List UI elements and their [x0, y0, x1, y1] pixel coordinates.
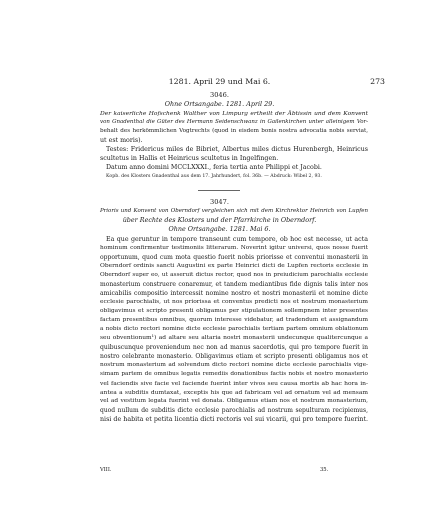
text-line: quod nullum de subditis dicte ecclesie parochialis ad nostrum sepulturam recipiemus,: [100, 407, 368, 414]
regest-title-line: über Rechte des Klosters und der Pfarrkirche in Oberndorf.: [122, 216, 317, 224]
document-number: 3047.: [210, 198, 229, 206]
running-header: 1281. April 29 und Mai 6.: [168, 77, 271, 86]
text-line: vel ad vestitum legata fuerint vel donata. Obligamus etiam nos et nostrum monasterium,: [100, 398, 368, 404]
regest-line: Der kaiserliche Hofschenk Walther von Limpurg ertheilt der Äbtissin und dem Konvent: [100, 110, 368, 117]
witness-line: scultetus in Hallis et Heinricus scultetus in Ingelfingen.: [100, 155, 279, 162]
divider: [198, 190, 240, 191]
text-line: Ea que geruntur in tempore transeunt cum tempore, ob hoc est necesse, ut acta: [106, 236, 368, 243]
text-line: hominum confirmentur testimoniis litterarum. Noverint igitur universi, quos nosse fuerit: [100, 245, 368, 251]
witness-line: Testes: Fridericus miles de Bibriet, Albertus miles dictus Hurenbergh, Heinricus: [106, 146, 368, 153]
text-line: vel faciendis sive facie vel faciende fuerint inter vivos seu causa mortis ab hac hora in-: [100, 380, 368, 387]
signature-mark: VIII.: [100, 467, 112, 473]
text-line: amicabilis compositio intercessit nomine nostro et nostri monasterii et nomine dicte: [100, 290, 368, 297]
text-line: opportunum, quod cum mota questio fuerit nobis priorisse et conventui monasterii in: [100, 254, 368, 261]
text-line: monasterium construere conaremur, et tandem mediantibus fide dignis talis inter nos: [100, 281, 368, 288]
regest-line: von Gnadenthal die Güter des Hermann Seidenschwanz in Gailenkirchen unter alleinigem Vor-: [100, 119, 368, 125]
text-line: obligavimus et scripto presenti obligamus per stipulationem sollempnem inter presentes: [100, 308, 368, 314]
text-line: factam presentibus omnibus, quorum interesse videbatur, ad tradendum et assignandum: [100, 317, 368, 323]
text-line: seu obventionum¹) ad altare seu altaria nostri monasterii undecunque qualitercunque a: [100, 335, 368, 341]
text-line: quibuscunque proveniendum nec non ad manus sacerdotis, qui pro tempore fuerit in: [100, 344, 368, 351]
regest-line: ut est moris).: [100, 137, 143, 144]
regest-line: behalt des herkömmlichen Vogtrechts (quod in eisdem bonis nostra advocatia nobis serviat,: [100, 128, 368, 134]
text-line: nostro celebrante monasterio. Obligavimus etiam et scripto presenti obligamus nos et: [100, 353, 368, 360]
text-line: ecclesie parochialis, ut nos priorissa et conventus predicti nos et nostrum monasterium: [100, 299, 368, 305]
page-number: 273: [370, 77, 385, 86]
document-date-line: Ohne Ortsangabe. 1281. April 29.: [164, 100, 275, 108]
regest-title-line: Prioris und Konvent von Oberndorf vergleichen sich mit dem Kirchrektor Heinrich von Lupfen: [100, 208, 368, 214]
text-line: antea a subditis dumtaxat, exceptis his que ad fabricam vel ad ornatum vel ad mensam: [100, 389, 368, 396]
text-line: simam partem de omnibus legatis remediis donationibus factis nobis et nostro monasterio: [100, 371, 368, 377]
text-line: nostrum monasterium ad solvendum dicto rectori nomine dicte ecclesie parochialis vige-: [100, 362, 368, 368]
text-line: Oberndorf ordinis sancti Augustini ex parte Heinrici dicti de Lupfen rectoris ecclesie in: [100, 263, 368, 269]
source-note: Kopb. des Klosters Gnadenthal aus dem 17. Jahrhundert, fol. 36b. — Abdruck: Wibel 2, 93.: [106, 174, 322, 179]
sheet-number: 35.: [320, 467, 329, 473]
text-line: nisi de habita et petita licentia dicti rectoris vel sui vicarii, qui pro tempore fuerint.: [100, 416, 368, 423]
text-line: a nobis dicto rectori nomine dicte ecclesie parochialis tertiam partem omnium oblationum: [100, 326, 368, 332]
document-number: 3046.: [210, 91, 229, 99]
text-line: Oberndorf super eo, ut asseruit dictus rector, quod nos in preiudicium parochialis ecclesie: [100, 272, 368, 278]
document-date-line: Ohne Ortsangabe. 1281. Mai 6.: [168, 225, 271, 233]
dating-line: Datum anno domini MCCLXXXI., feria tertia ante Philippi et Jacobi.: [106, 164, 322, 171]
